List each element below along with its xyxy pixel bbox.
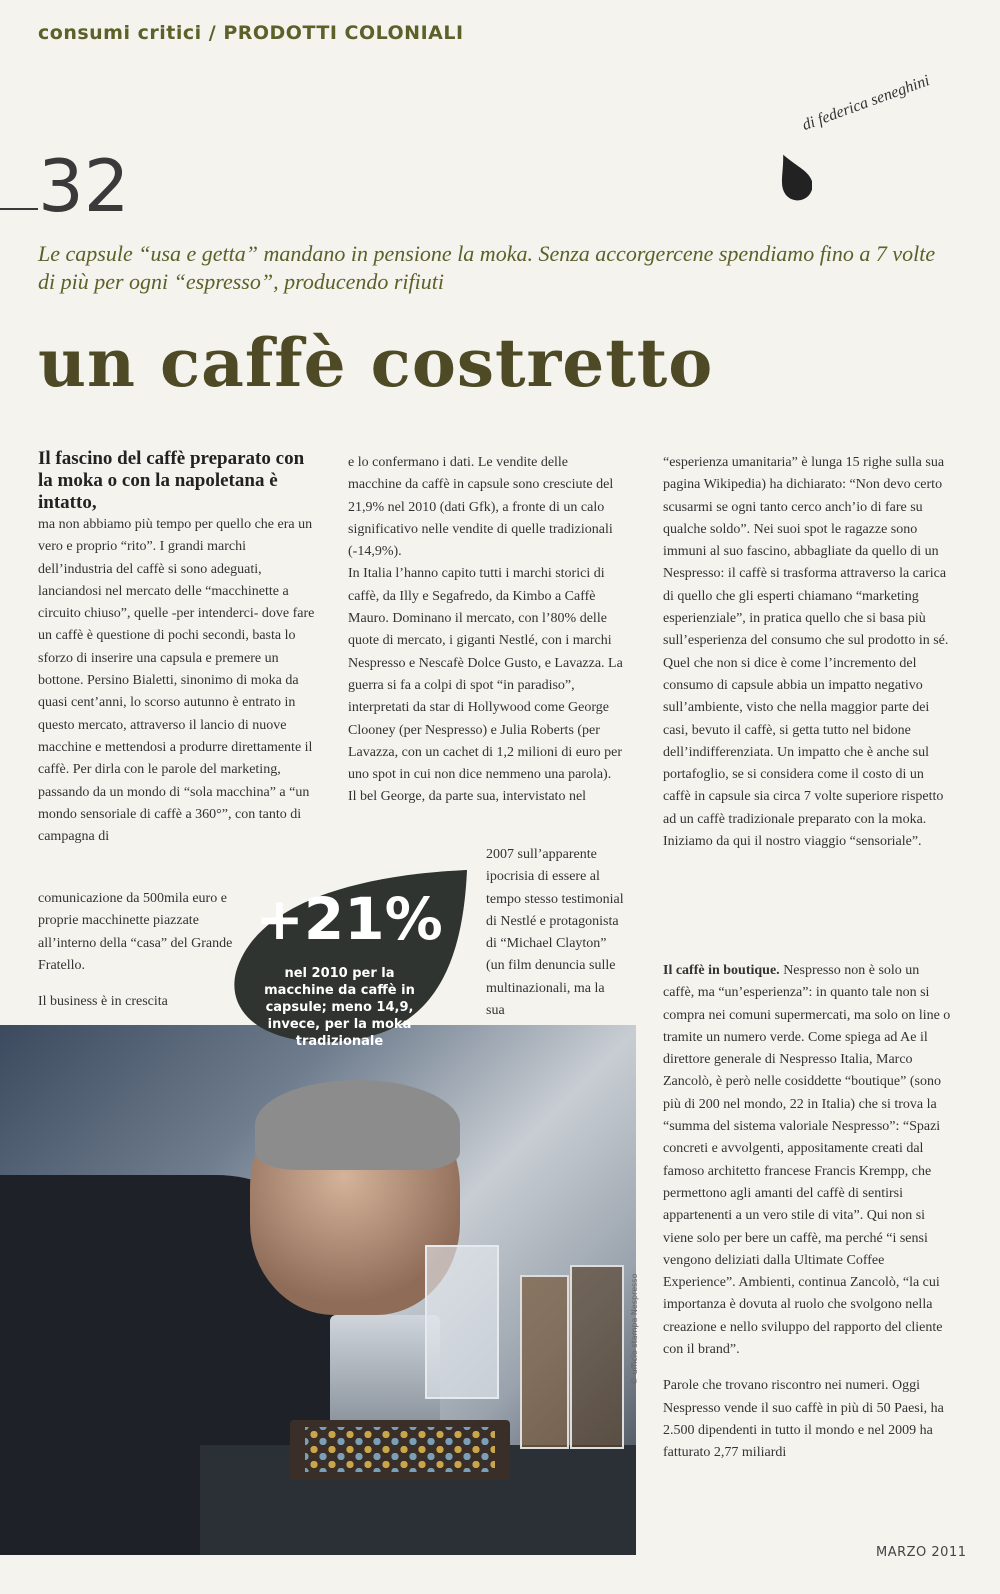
photo-person-hair xyxy=(255,1080,460,1170)
section-separator: / xyxy=(208,22,217,44)
photo-credit: © ufficio stampa Nespresso xyxy=(630,1273,639,1385)
author-byline: di federica seneghini xyxy=(800,72,932,134)
photo-glass xyxy=(425,1245,499,1399)
column-3-boutique xyxy=(663,946,953,1479)
boutique-subhead: Il caffè in boutique. xyxy=(663,963,780,978)
issue-number-block xyxy=(0,144,130,228)
coffee-drop-icon xyxy=(778,150,812,202)
column-3-text-3: Parole che trovano riscontro nei numeri. Oggi Nespresso vende il suo caffè in più di 50 Paesi, ha 2.500 dipendenti in tutto il mondo e nel 2009 ha fatturato 2,77 miliardi xyxy=(663,1378,944,1461)
photo-jar xyxy=(570,1265,624,1449)
column-1-narrow-text: comunicazione da 500mila euro e proprie macchinette piazzate all’interno della “casa” del Grande Fratello. xyxy=(38,891,233,973)
article-photo xyxy=(0,1025,636,1555)
column-2-text-1: e lo confermano i dati. Le vendite delle macchine da caffè in capsule sono cresciute del 21,9% nel 2010 (dati Gfk), a fronte di un calo significativo nelle vendite di quelle tradizionali (-14,9%). xyxy=(348,455,614,560)
column-2-text-2: In Italia l’hanno capito tutti i marchi storici di caffè, da Illy e Segafredo, da Kimbo a Caffè Mauro. Dominano il mercato, con l’80% delle quote di mercato, i giganti Nestlé, con i marchi Nespresso e Nescafè Dolce Gusto, e Lavazza. La guerra si fa a colpi di spot “in paradiso”, interpretati da star di Hollywood come George Clooney (per Nespresso) e Julia Roberts (per Lavazza, con un cachet di 1,2 milioni di euro per uno spot in cui non dice nemmeno una parola). Il bel George, da parte sua, intervistato nel xyxy=(348,566,623,805)
section-name: consumi critici xyxy=(38,22,202,44)
photo-jar xyxy=(520,1275,569,1449)
column-2 xyxy=(348,452,623,809)
section-header xyxy=(38,22,464,44)
photo-capsules xyxy=(305,1427,495,1472)
column-1-narrow xyxy=(38,874,238,1027)
article-headline: un caffè costretto xyxy=(38,324,714,402)
column-1-text: ma non abbiamo più tempo per quello che era un vero e proprio “rito”. I grandi marchi dell’industria del caffè si sono adeguati, lanciandosi nel mercato delle “macchinette a circuito chiuso”, quelle -per intenderci- dove fare un caffè è questione di pochi secondi, basta lo sforzo di inserire una capsula e premere un bottone. Persino Bialetti, sinonimo di moka da quasi cent’anni, lo scorso autunno è entrato in questo mercato, attraverso il lancio di nuove macchine e mettendosi a produrre direttamente il caffè. Per dirla con le parole del marketing, passando da un mondo di “sola macchina” a “un mondo sensoriale di caffè a 360°”, con tanto di campagna di xyxy=(38,517,315,845)
issue-number: 32 xyxy=(38,144,130,228)
callout-number: +21% xyxy=(255,885,443,953)
callout-text: nel 2010 per la macchine da caffè in capsule; meno 14,9, invece, per la moka tradizionale xyxy=(264,966,415,1049)
column-3 xyxy=(663,452,953,853)
lead-paragraph: Il fascino del caffè preparato con la moka o con la napoletana è intatto, xyxy=(38,448,305,513)
column-2-narrow xyxy=(486,830,626,1036)
column-3-text-1: “esperienza umanitaria” è lunga 15 righe sulla sua pagina Wikipedia) ha dichiarato: “Non devo certo scusarmi se ogni tanto cerco anch’io di fare su qualche soldo”. Nei suoi spot le ragazze sono immuni al suo fascino, abbagliate da quello di un Nespresso: il caffè si trasforma attraverso la carica di quello che gli esperti chiamano “marketing esperienziale”, in pratica quello che si basa più sull’esperienza del consumo che sul prodotto in sé. Quel che non si dice è come l’incremento del consumo di capsule abbia un impatto negativo sull’ambiente, visto che nella maggior parte dei casi, bevuto il caffè, si getta tutto nel bidone dell’indifferenziata. Un impatto che è anche sul portafoglio, se si considera come il costo di un caffè in capsule sia circa 7 volte superiore rispetto ad un caffè tradizionale preparato con la moka. Iniziamo da qui il nostro viaggio “sensoriale”. xyxy=(663,455,949,850)
column-1-last-line: Il business è in crescita xyxy=(38,994,168,1010)
subsection-name: PRODOTTI COLONIALI xyxy=(223,22,464,44)
page-footer-date: MARZO 2011 xyxy=(876,1545,967,1560)
article-subtitle: Le capsule “usa e getta” mandano in pensione la moka. Senza accorgercene spendiamo fino a 7 volte di più per ogni “espresso”, producendo rifiuti xyxy=(38,241,936,294)
column-3-text-2-paragraph xyxy=(663,960,953,1361)
issue-dash xyxy=(0,208,38,210)
column-3-text-2: Nespresso non è solo un caffè, ma “un’esperienza”: in quanto tale non si compra nei comuni supermercati, ma solo on line o tramite un numero verde. Come spiega ad Ae il direttore generale di Nespresso Italia, Marco Zancolò, è però nelle cosiddette “boutique” (sono più di 200 nel mondo, 22 in Italia) che si trova la “summa del sistema valoriale Nespresso”: “Spazi concreti e avvolgenti, appositamente creati dal famoso architetto francese Francis Krempp, che permettono agli amanti del caffè di sentirsi appartenenti a un vero stile di vita”. Qui non si viene solo per bere un caffè, ma perché “i sensi vengono deliziati dalla Ultimate Coffee Experience”. Ambienti, continua Zancolò, “la cui importanza è dovuta al ruolo che svolgono nella creazione e nello sviluppo del rapporto del cliente con il brand”. xyxy=(663,963,951,1358)
column-2-narrow-text: 2007 sull’apparente ipocrisia di essere al tempo stesso testimonial di Nestlé e protagonista di “Michael Clayton” (un film denuncia sulle multinazionali, ma la sua xyxy=(486,847,624,1019)
column-1 xyxy=(38,448,323,848)
